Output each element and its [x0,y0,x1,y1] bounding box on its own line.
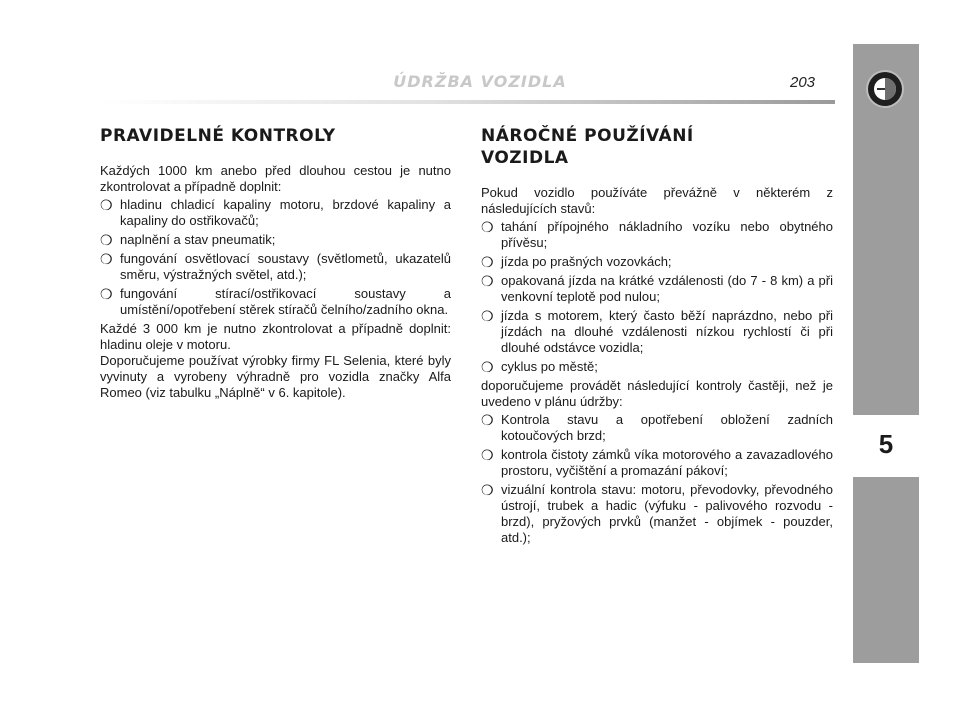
circle-bullet-icon: ❍ [481,273,494,289]
list-item: ❍ jízda po prašných vozovkách; [481,254,672,270]
circle-bullet-icon: ❍ [481,412,494,428]
paragraph-3000km: Každé 3 000 km je nutno zkontrolovat a případně doplnit: hladinu oleje v motoru. [100,321,451,352]
list-item: ❍ hladinu chladicí kapaliny motoru, brzdové kapaliny a kapaliny do ostřikovačů; [100,197,451,228]
circle-bullet-icon: ❍ [481,308,494,324]
chapter-number: 5 [878,429,894,459]
list-item: ❍ vizuální kontrola stavu: motoru, převodovky, převodného ústrojí, trubek a hadic (výfuku - palivového rozvodu - brzd), pryžových prvků (manžet - objímek - pouzder, atd.); [481,482,833,545]
extra-checks-list [481,412,833,546]
section-heading-regular-checks: PRAVIDELNÉ KONTROLY [100,126,336,146]
circle-bullet-icon: ❍ [100,286,113,302]
list-item: ❍ kontrola čistoty zámků víka motorového a zavazadlového prostoru, vyčištění a promazání pákoví; [481,447,833,478]
right-column [481,125,833,549]
circle-bullet-icon: ❍ [481,254,494,270]
paragraph-more-often: doporučujeme provádět následující kontroly častěji, než je uvedeno v plánu údržby: [481,378,833,409]
circle-bullet-icon: ❍ [481,359,494,375]
circle-bullet-icon: ❍ [481,482,494,498]
circle-bullet-icon: ❍ [481,219,494,235]
circle-bullet-icon: ❍ [100,197,113,213]
list-item: ❍ naplnění a stav pneumatik; [100,232,276,248]
list-item: ❍ fungování osvětlovací soustavy (světlometů, ukazatelů směru, výstražných světel, atd.); [100,251,451,282]
circle-bullet-icon: ❍ [100,251,113,267]
circle-bullet-icon: ❍ [100,232,113,248]
section-heading-heavy-use: NÁROČNÉ POUŽÍVÁNÍ VOZIDLA [481,126,694,168]
list-item: ❍ Kontrola stavu a opotřebení obložení zadních kotoučových brzd; [481,412,833,443]
header-rule [100,100,835,104]
header-title: ÚDRŽBA VOZIDLA [393,72,567,91]
intro-paragraph: Každých 1000 km anebo před dlouhou cestou je nutno zkontrolovat a případně doplnit: [100,163,451,194]
intro-paragraph: Pokud vozidlo používáte převážně v některém z následujících stavů: [481,185,833,216]
alfa-romeo-logo-icon [868,72,902,106]
side-tab [853,44,919,663]
left-column [100,125,451,401]
circle-bullet-icon: ❍ [481,447,494,463]
paragraph-recommendation: Doporučujeme používat výrobky firmy FL Selenia, které byly vyvinuty a vyrobeny výhradně pro vozidla značky Alfa Romeo (viz tabulku „Náplně“ v 6. kapitole). [100,353,451,400]
list-item: ❍ jízda s motorem, který často běží naprázdno, nebo při jízdách na dlouhé vzdálenosti nízkou rychlostí či při dlouhé odstávce vozidla; [481,308,833,355]
page-number: 203 [790,74,816,91]
list-item: ❍ opakovaná jízda na krátké vzdálenosti (do 7 - 8 km) a při venkovní teplotě pod nulou; [481,273,833,304]
conditions-list [481,219,833,375]
list-item: ❍ tahání přípojného nákladního vozíku nebo obytného přívěsu; [481,219,833,250]
chapter-tab[interactable] [853,415,919,477]
list-item: ❍ fungování stírací/ostřikovací soustavy a umístění/opotřebení stěrek stíračů čelního/zadního okna. [100,286,451,317]
check-list [100,197,451,318]
list-item: ❍ cyklus po městě; [481,359,598,375]
